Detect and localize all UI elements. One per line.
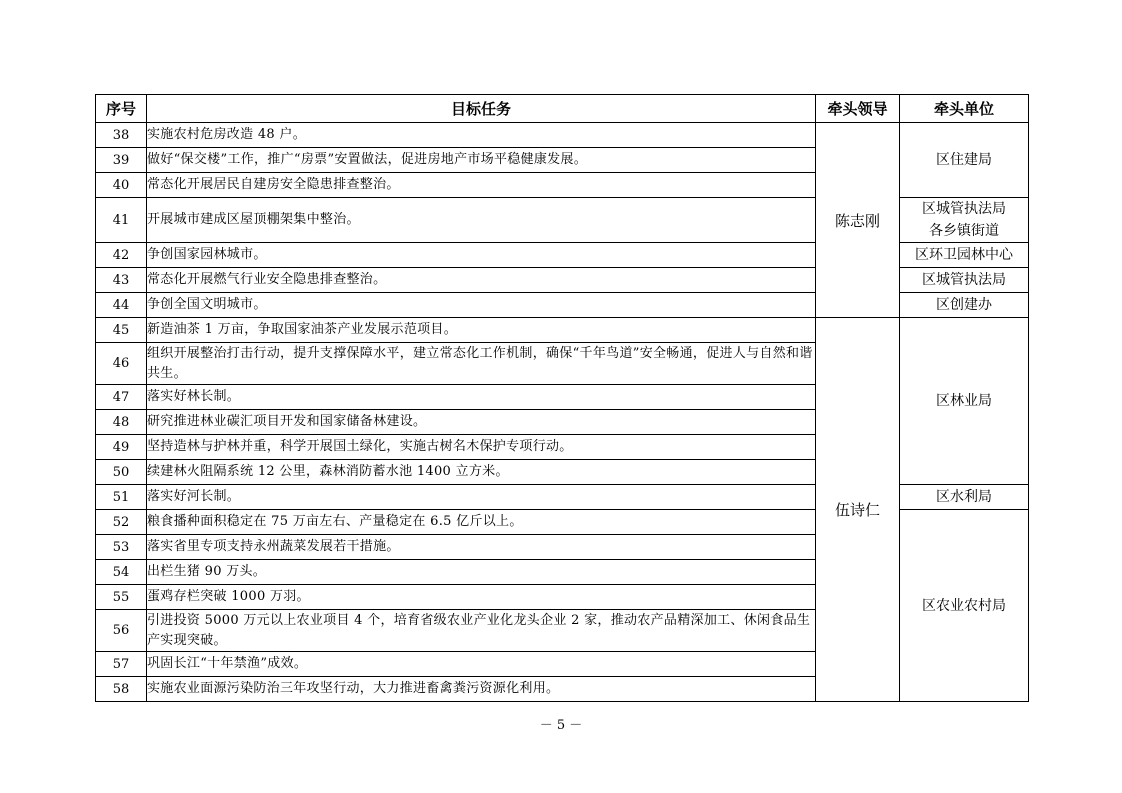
row-task: 落实省里专项支持永州蔬菜发展若干措施。 <box>147 535 816 560</box>
row-task: 蛋鸡存栏突破 1000 万羽。 <box>147 585 816 610</box>
row-task: 实施农业面源污染防治三年攻坚行动，大力推进畜禽粪污资源化利用。 <box>147 677 816 702</box>
row-number: 55 <box>96 585 147 610</box>
row-number: 51 <box>96 485 147 510</box>
row-task: 做好“保交楼”工作，推广“房票”安置做法，促进房地产市场平稳健康发展。 <box>147 148 816 173</box>
row-number: 50 <box>96 460 147 485</box>
row-number: 46 <box>96 343 147 385</box>
unit-cell <box>900 198 1029 243</box>
row-number: 49 <box>96 435 147 460</box>
table-row <box>96 123 1029 148</box>
row-task: 续建林火阻隔系统 12 公里，森林消防蓄水池 1400 立方米。 <box>147 460 816 485</box>
row-task: 研究推进林业碳汇项目开发和国家储备林建设。 <box>147 410 816 435</box>
unit-cell: 区城管执法局 <box>900 268 1029 293</box>
row-task: 落实好河长制。 <box>147 485 816 510</box>
row-number: 44 <box>96 293 147 318</box>
row-task: 引进投资 5000 万元以上农业项目 4 个，培育省级农业产业化龙头企业 2 家，推动农产品精深加工、休闲食品生产实现突破。 <box>147 610 816 652</box>
row-task: 落实好林长制。 <box>147 385 816 410</box>
page-number: － 5 － <box>539 718 583 733</box>
row-task: 实施农村危房改造 48 户。 <box>147 123 816 148</box>
row-number: 53 <box>96 535 147 560</box>
row-number: 58 <box>96 677 147 702</box>
row-task: 粮食播种面积稳定在 75 万亩左右、产量稳定在 6.5 亿斤以上。 <box>147 510 816 535</box>
header-task: 目标任务 <box>147 95 816 123</box>
row-task: 开展城市建成区屋顶棚架集中整治。 <box>147 198 816 243</box>
unit-cell: 区农业农村局 <box>900 510 1029 702</box>
row-task: 争创国家园林城市。 <box>147 243 816 268</box>
row-number: 43 <box>96 268 147 293</box>
unit-cell: 区水利局 <box>900 485 1029 510</box>
row-number: 38 <box>96 123 147 148</box>
row-number: 52 <box>96 510 147 535</box>
table-header-row <box>96 95 1029 123</box>
row-number: 56 <box>96 610 147 652</box>
header-leader: 牵头领导 <box>816 95 900 123</box>
leader-cell: 伍诗仁 <box>816 318 900 702</box>
task-table <box>95 94 1029 702</box>
leader-cell: 陈志刚 <box>816 123 900 318</box>
row-number: 45 <box>96 318 147 343</box>
header-unit: 牵头单位 <box>900 95 1029 123</box>
unit-line: 区城管执法局 <box>922 201 1006 217</box>
unit-cell: 区住建局 <box>900 123 1029 198</box>
row-task: 新造油茶 1 万亩，争取国家油茶产业发展示范项目。 <box>147 318 816 343</box>
unit-line: 各乡镇街道 <box>929 223 999 239</box>
row-number: 40 <box>96 173 147 198</box>
row-number: 47 <box>96 385 147 410</box>
row-task: 巩固长江“十年禁渔”成效。 <box>147 652 816 677</box>
row-task: 争创全国文明城市。 <box>147 293 816 318</box>
row-number: 57 <box>96 652 147 677</box>
row-number: 42 <box>96 243 147 268</box>
row-number: 39 <box>96 148 147 173</box>
row-task: 常态化开展燃气行业安全隐患排查整治。 <box>147 268 816 293</box>
unit-cell: 区创建办 <box>900 293 1029 318</box>
table-row <box>96 318 1029 343</box>
unit-cell: 区环卫园林中心 <box>900 243 1029 268</box>
row-number: 41 <box>96 198 147 243</box>
row-number: 48 <box>96 410 147 435</box>
row-task: 坚持造林与护林并重，科学开展国土绿化，实施古树名木保护专项行动。 <box>147 435 816 460</box>
row-task: 常态化开展居民自建房安全隐患排查整治。 <box>147 173 816 198</box>
header-seq: 序号 <box>96 95 147 123</box>
row-task: 组织开展整治打击行动，提升支撑保障水平，建立常态化工作机制，确保“千年鸟道”安全畅通，促进人与自然和谐共生。 <box>147 343 816 385</box>
row-number: 54 <box>96 560 147 585</box>
row-task: 出栏生猪 90 万头。 <box>147 560 816 585</box>
unit-cell: 区林业局 <box>900 318 1029 485</box>
